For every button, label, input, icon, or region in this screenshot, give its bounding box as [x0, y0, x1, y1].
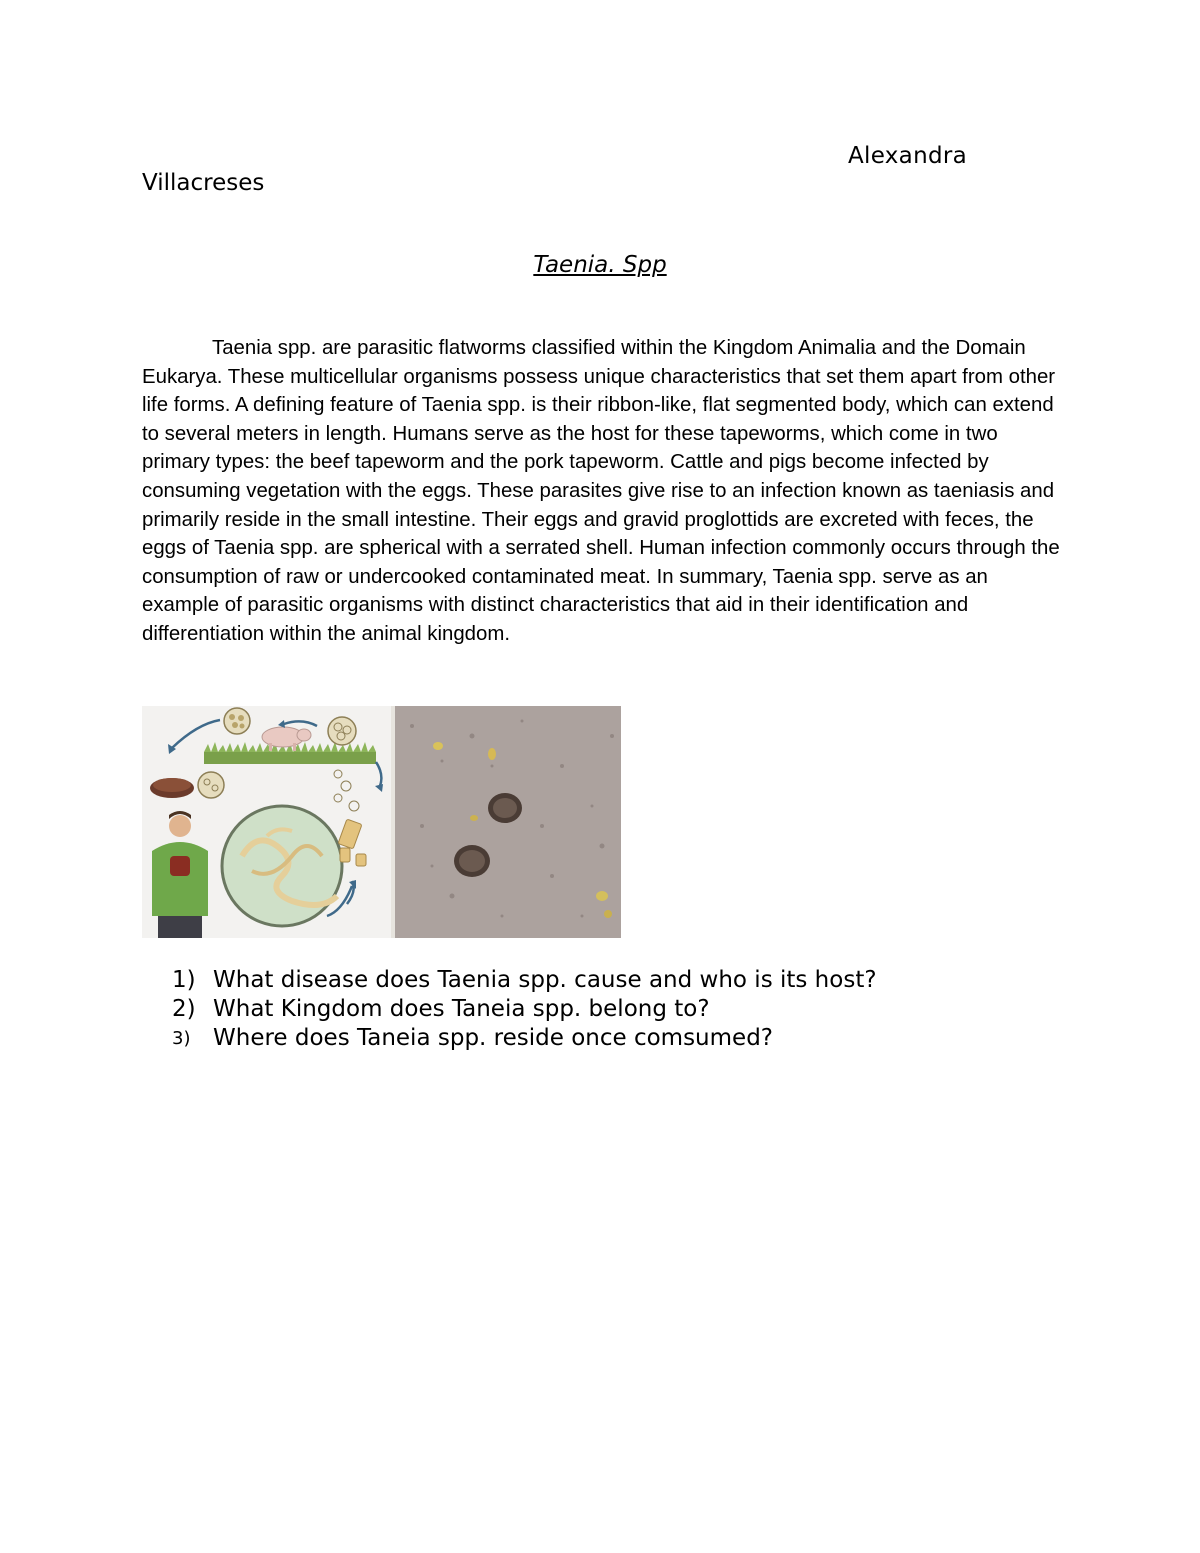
- body-paragraph: Taenia spp. are parasitic flatworms classified within the Kingdom Animalia and the Domain Eukarya. These multicellular organisms possess unique characteristics that set them apart from other life forms. A defining feature of Taenia spp. is their ribbon-like, flat segmented body, which can extend to several meters in length. Humans serve as the host for these tapeworms, which come in two primary types: the beef tapeworm and the pork tapeworm. Cattle and pigs become infected by consuming vegetation with the eggs. These parasites give rise to an infection known as taeniasis and primarily reside in the small intestine. Their eggs and gravid proglottids are excreted with feces, the eggs of Taenia spp. are spherical with a serrated shell. Human infection commonly occurs through the consumption of raw or undercooked contaminated meat. In summary, Taenia spp. serve as an example of parasitic organisms with distinct characteristics that aid in their identification and differentiation within the animal kingdom.: [142, 337, 1060, 645]
- question-item: [172, 995, 877, 1024]
- document-title: Taenia. Spp: [533, 252, 667, 278]
- question-text: What Kingdom does Taneia spp. belong to?: [213, 996, 710, 1022]
- question-item: [172, 1024, 877, 1053]
- author-first-name: Alexandra: [848, 143, 968, 169]
- microscope-egg-image: [391, 706, 621, 938]
- taenia-figure: [142, 706, 621, 938]
- question-text: What disease does Taenia spp. cause and who is its host?: [213, 967, 877, 993]
- life-cycle-illustration: [142, 706, 391, 938]
- question-number: 2): [172, 996, 196, 1022]
- question-list: [172, 966, 877, 1053]
- question-number: 1): [172, 967, 196, 993]
- question-text: Where does Taneia spp. reside once comsumed?: [213, 1025, 773, 1051]
- author-last-name: Villacreses: [142, 170, 265, 196]
- question-item: [172, 966, 877, 995]
- question-number: 3): [172, 1028, 191, 1049]
